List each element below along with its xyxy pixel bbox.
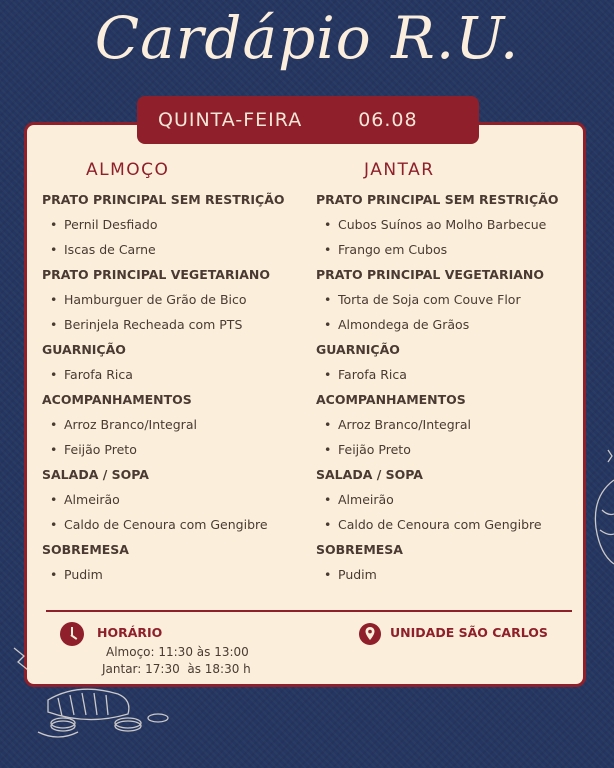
lunch-column xyxy=(42,157,312,587)
dinner-heading: JANTAR xyxy=(364,160,435,180)
lunch-heading: ALMOÇO xyxy=(86,160,170,180)
footer-divider xyxy=(46,610,572,612)
bullet-icon: • xyxy=(324,367,332,382)
bullet-icon: • xyxy=(50,217,58,232)
dinner-section-title: GUARNIÇÃO xyxy=(316,342,400,357)
dinner-item: • Caldo de Cenoura com Gengibre xyxy=(316,512,586,537)
dinner-item: • Arroz Branco/Integral xyxy=(316,412,586,437)
dinner-column xyxy=(316,157,586,587)
bullet-icon: • xyxy=(50,492,58,507)
bullet-icon: • xyxy=(324,417,332,432)
bullet-icon: • xyxy=(50,292,58,307)
dinner-section-title: ACOMPANHAMENTOS xyxy=(316,392,466,407)
lunch-section-title: PRATO PRINCIPAL VEGETARIANO xyxy=(42,267,271,282)
lunch-section-title: GUARNIÇÃO xyxy=(42,342,126,357)
dinner-item: • Feijão Preto xyxy=(316,437,586,462)
food-doodle-decoration xyxy=(8,640,178,760)
bullet-icon: • xyxy=(324,242,332,257)
hours-title: HORÁRIO xyxy=(97,625,163,640)
bullet-icon: • xyxy=(50,242,58,257)
bullet-icon: • xyxy=(50,317,58,332)
day-banner xyxy=(137,96,479,144)
lunch-item: • Hamburguer de Grão de Bico xyxy=(42,287,312,312)
bullet-icon: • xyxy=(324,517,332,532)
lunch-item: • Pernil Desfiado xyxy=(42,212,312,237)
bullet-icon: • xyxy=(50,442,58,457)
bullet-icon: • xyxy=(50,367,58,382)
dinner-item: • Pudim xyxy=(316,562,586,587)
dinner-item: • Almondega de Grãos xyxy=(316,312,586,337)
day-label: QUINTA-FEIRA xyxy=(158,109,303,131)
dinner-item: • Cubos Suínos ao Molho Barbecue xyxy=(316,212,586,237)
lunch-item: • Caldo de Cenoura com Gengibre xyxy=(42,512,312,537)
bullet-icon: • xyxy=(324,317,332,332)
lunch-item: • Iscas de Carne xyxy=(42,237,312,262)
lunch-section-title: ACOMPANHAMENTOS xyxy=(42,392,192,407)
lunch-item: • Arroz Branco/Integral xyxy=(42,412,312,437)
dinner-item: • Frango em Cubos xyxy=(316,237,586,262)
bullet-icon: • xyxy=(324,492,332,507)
date-label: 06.08 xyxy=(358,109,418,131)
bullet-icon: • xyxy=(324,292,332,307)
dinner-hours: Jantar: 17:30 às 18:30 h xyxy=(102,662,251,676)
bullet-icon: • xyxy=(324,217,332,232)
bullet-icon: • xyxy=(50,417,58,432)
lunch-section-title: SOBREMESA xyxy=(42,542,129,557)
lunch-item: • Pudim xyxy=(42,562,312,587)
bullet-icon: • xyxy=(50,517,58,532)
lunch-section-title: SALADA / SOPA xyxy=(42,467,149,482)
lunch-item: • Berinjela Recheada com PTS xyxy=(42,312,312,337)
bullet-icon: • xyxy=(50,567,58,582)
dinner-item: • Farofa Rica xyxy=(316,362,586,387)
location-pin-icon xyxy=(358,622,382,646)
dinner-section-title: SALADA / SOPA xyxy=(316,467,423,482)
lunch-item: • Feijão Preto xyxy=(42,437,312,462)
dinner-item: • Torta de Soja com Couve Flor xyxy=(316,287,586,312)
dinner-section-title: PRATO PRINCIPAL VEGETARIANO xyxy=(316,267,545,282)
bullet-icon: • xyxy=(324,567,332,582)
food-doodle-decoration-right xyxy=(580,440,614,590)
dinner-item: • Almeirão xyxy=(316,487,586,512)
lunch-item: • Almeirão xyxy=(42,487,312,512)
lunch-section-title: PRATO PRINCIPAL SEM RESTRIÇÃO xyxy=(42,192,285,207)
bullet-icon: • xyxy=(324,442,332,457)
lunch-item: • Farofa Rica xyxy=(42,362,312,387)
lunch-hours: Almoço: 11:30 às 13:00 xyxy=(106,645,249,659)
dinner-section-title: SOBREMESA xyxy=(316,542,403,557)
page-title: Cardápio R.U. xyxy=(94,4,520,72)
unit-label: UNIDADE SÃO CARLOS xyxy=(390,625,548,640)
dinner-section-title: PRATO PRINCIPAL SEM RESTRIÇÃO xyxy=(316,192,559,207)
